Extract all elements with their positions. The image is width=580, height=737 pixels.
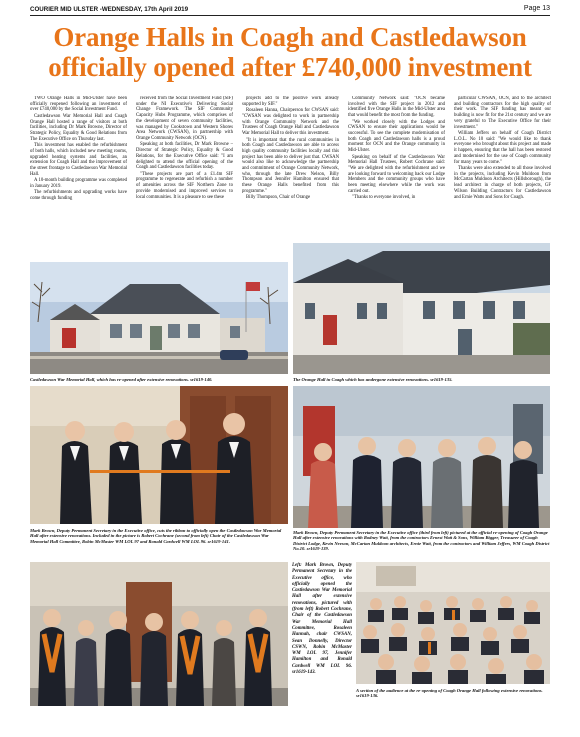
caption-coagh-group: Mark Brown, Deputy Permanent Secretary in the Executive office (third from left) pictured at the official re-opening of Coagh Orange Hall after extensive renovations with Rodney Watt, from the contractors Ernest Watt & Sons, William Bigger, Treasurer of Coagh District Lodge, Kevin Neeson, McCartan Muldoon architects, Ernie Watt, from the contractors and William Jeffers, WM Coagh District No.10. sr1619-139.	[293, 530, 550, 551]
caption-ribbon-cutting: Mark Brown, Deputy Permanent Secretary in the Executive office, cuts the ribbon to officially open the Castledawson War Memorial Hall after extensive renovations. Included in the picture is Robert Cochrane (second from left) Chair of the Castledawson War Memorial Hall Committee, Robin McMaster WM LOL 97 and Ronald Cardwell WM LOL 96. sr1619-141.	[30, 528, 282, 544]
headline	[30, 22, 550, 82]
photo-castledawson-hall	[30, 262, 288, 374]
page-header	[30, 3, 550, 15]
article-paragraph: A 10-month building programme was completed in January 2019.	[30, 178, 127, 189]
article-column-2	[136, 96, 233, 258]
article-paragraph: Speaking at both facilities, Dr Mark Browne – Director of Strategic Policy, Equality & Good Relations, for the Executive Office said: "I am delighted to attend the official opening of the Coagh and Castledawson facilities today.	[136, 142, 233, 171]
article-paragraph: William Jeffers on behalf of Coagh District L.O.L. No 10 said: "We would like to thank everyone who brought about this project and made it happen, ensuring that the hall has been restored and modernised for the use of Coagh community for many years to come."	[454, 131, 551, 165]
article-column-3	[242, 96, 339, 258]
article-paragraph: "We worked closely with the Lodges and CWSAN to ensure their applications would be successful. To see the complete modernisation of both Coagh and Castledawson halls is a proud moment for OCN and the Orange community in Mid-Ulster.	[348, 119, 445, 154]
publication-line: COURIER MID ULSTER -WEDNESDAY, 17th April 2019	[30, 6, 189, 13]
article-paragraph: Castledawson War Memorial Hall and Coagh Orange Hall hosted a range of visitors at both facilities, including Dr Mark Browne, Director of Strategic Policy, Equality & Good Relations from The Executive Office on Thursday last.	[30, 113, 127, 142]
photo-coagh-group	[293, 386, 550, 528]
article-paragraph: Thanks were also extended to all those involved in the projects, including Kevin Muldoon from McCartan Muldoon Architects (Hillsborough), the lead architect in charge of both projects, GF Wilson Building Contractors for Castledawson and Ernie Watts and Sons for Coagh.	[454, 166, 551, 200]
page-number: Page 13	[523, 5, 550, 12]
headline-line-2: officially opened after £740,000 investment	[48, 52, 532, 82]
article-body	[30, 96, 550, 258]
caption-coagh-hall: The Orange Hall in Coagh which has undergone extensive renovations. sr1619-135.	[293, 377, 453, 382]
article-column-4	[348, 96, 445, 258]
article-paragraph: "It is important that the rural communities in both Coagh and Castledawson are able to access high quality community facilities locally and this project has been able to deliver just that. CWSAN would also like to acknowledge the partnership and commitment of Orange Community Network, who, through the late Drew Nelson, Billy Thompson and Jennifer Hamilton ensured that these Orange Halls benefited from this programme."	[242, 137, 339, 194]
article-paragraph: Billy Thompson, Chair of Orange	[246, 195, 311, 201]
photo-castledawson-group	[30, 562, 288, 706]
article-column-5	[454, 96, 551, 258]
article-paragraph: Community Network said: "OCN became involved with the SIF project in 2012 and identified five Orange Halls in the Mid-Ulster area that would benefit the most from the funding.	[348, 96, 445, 119]
header-rule	[30, 15, 550, 16]
article-paragraph: received from the Social Investment Fund (SIF) under the NI Executive's Delivering Social Change Framework. The SIF Community Capacity Hubs Programme, which comprises of the development of seven community facilities, was managed by Cookstown and Western Shores Area Network (CWSAN), in partnership with Orange Community Network (OCN).	[136, 96, 233, 141]
photo-ribbon-cutting	[30, 386, 288, 524]
article-paragraph: Speaking on behalf of the Castledawson War Memorial Hall Trustees, Robert Cochrane said: "We are delighted with the refurbishment and we are looking forward to welcoming back our Lodge Members and the community groups who have been meeting elsewhere while the work was carried out.	[348, 154, 445, 194]
article-paragraph: Rosaleen Hanna, Chairperson for CWSAN said: "CWSAN was delighted to work in partnership with Orange Community Network and the Trustees of Coagh Orange Hall and Castledawson War Memorial Hall to deliver this investment.	[242, 108, 339, 137]
photo-coagh-hall	[293, 243, 550, 374]
caption-audience: A section of the audience at the re-opening of Coagh Orange Hall following extensive renovations. sr1619-136.	[356, 688, 543, 699]
caption-castledawson-hall: Castledawson War Memorial Hall, which has re-opened after extensive renovations. sr1619-140.	[30, 377, 213, 382]
article-paragraph: The refurbishments and upgrading works have come through funding	[30, 190, 127, 202]
article-paragraph: This investment has enabled the refurbishment of both halls, which included new meeting rooms, upgraded heating systems and facilities, an extension for Coagh Hall and the improvement of the street frontage to Castledawson War Memorial Hall.	[30, 143, 127, 177]
headline-line-1: Orange Halls in Coagh and Castledawson	[53, 22, 527, 52]
photo-audience	[356, 562, 550, 684]
article-column-1	[30, 96, 127, 258]
article-paragraph: "Thanks to everyone involved, in	[352, 195, 416, 201]
article-paragraph: "These projects are part of a £1.4m SIF programme to regenerate and refurbish a number of amenities across the SIF Northern Zone to provide modernised and improved services to local communities. It is a pleasure to see these	[136, 171, 233, 200]
article-paragraph: particular CWSAN, OCN, and to the architect and building contractors for the high quality of their work. The SIF funding has meant our building is now fit for the 21st century and we are very grateful to The Executive Office for their investment."	[454, 96, 551, 130]
article-paragraph: projects add to the positive work already supported by SIF."	[242, 96, 339, 107]
article-paragraph: TWO Orange Halls in Mid-Ulster have been officially reopened following an investment of over £740,000 by the Social Investment Fund.	[30, 96, 127, 113]
caption-castledawson-group: Left: Mark Brown, Deputy Permanent Secretary in the Executive office, who officially opened the Castledawson War Memorial Hall after extensive renovations, pictured with (from left) Robert Cochrane, Chair of the Castledawson War Memorial Hall Committee, Rosaleen Hannah, chair CWSAN, Sean Donnelly, Director CSWN, Robin McMaster WM LOL 97, Jennifer Hamilton and Ronald Cardwell WM LOL 96. sr1619-143.	[292, 563, 352, 676]
